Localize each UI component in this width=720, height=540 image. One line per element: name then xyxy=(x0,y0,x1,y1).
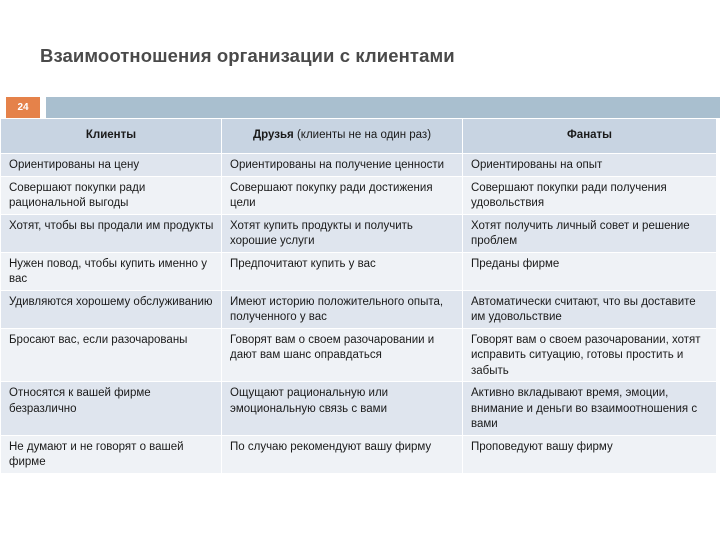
table-cell: Совершают покупки ради рациональной выгоды xyxy=(1,176,222,214)
table-row xyxy=(1,382,717,436)
table-header-row xyxy=(1,119,717,154)
table-row xyxy=(1,252,717,290)
column-header xyxy=(1,119,222,154)
table-row xyxy=(1,435,717,473)
table-cell: Ориентированы на опыт xyxy=(463,154,717,177)
table-row xyxy=(1,328,717,382)
table-row xyxy=(1,214,717,252)
table-cell: Бросают вас, если разочарованы xyxy=(1,328,222,382)
table-cell: Преданы фирме xyxy=(463,252,717,290)
table-row xyxy=(1,176,717,214)
table-cell: Нужен повод, чтобы купить именно у вас xyxy=(1,252,222,290)
table-row xyxy=(1,154,717,177)
column-header-note: (клиенты не на один раз) xyxy=(293,129,432,142)
table-cell: Автоматически считают, что вы доставите им удовольствие xyxy=(463,290,717,328)
table-cell: Говорят вам о своем разочаровании, хотят исправить ситуацию, готовы простить и забыть xyxy=(463,328,717,382)
table-cell: По случаю рекомендуют вашу фирму xyxy=(222,435,463,473)
header-bar xyxy=(46,97,720,118)
table-cell: Совершают покупку ради достижения цели xyxy=(222,176,463,214)
table-cell: Имеют историю положительного опыта, полученного у вас xyxy=(222,290,463,328)
page-title: Взаимоотношения организации с клиентами xyxy=(40,45,455,66)
table-cell: Относятся к вашей фирме безразлично xyxy=(1,382,222,436)
table-cell: Ориентированы на цену xyxy=(1,154,222,177)
column-header-strong: Фанаты xyxy=(566,129,612,142)
column-header xyxy=(463,119,717,154)
table-cell: Говорят вам о своем разочаровании и дают вам шанс оправдаться xyxy=(222,328,463,382)
table-cell: Ориентированы на получение ценности xyxy=(222,154,463,177)
comparison-table xyxy=(0,118,717,474)
table-cell: Не думают и не говорят о вашей фирме xyxy=(1,435,222,473)
column-header-strong: Друзья xyxy=(252,129,294,142)
table-cell: Ощущают рациональную или эмоциональную связь с вами xyxy=(222,382,463,436)
column-header xyxy=(222,119,463,154)
table-cell: Предпочитают купить у вас xyxy=(222,252,463,290)
table-cell: Активно вкладывают время, эмоции, внимание и деньги во взаимоотношения с вами xyxy=(463,382,717,436)
table-body xyxy=(1,154,717,474)
table-cell: Удивляются хорошему обслуживанию xyxy=(1,290,222,328)
table-cell: Совершают покупки ради получения удовольствия xyxy=(463,176,717,214)
page-number-badge: 24 xyxy=(6,97,40,118)
table-cell: Хотят купить продукты и получить хорошие услуги xyxy=(222,214,463,252)
table-cell: Проповедуют вашу фирму xyxy=(463,435,717,473)
table-cell: Хотят получить личный совет и решение проблем xyxy=(463,214,717,252)
table-row xyxy=(1,290,717,328)
table-cell: Хотят, чтобы вы продали им продукты xyxy=(1,214,222,252)
column-header-strong: Клиенты xyxy=(85,129,137,142)
